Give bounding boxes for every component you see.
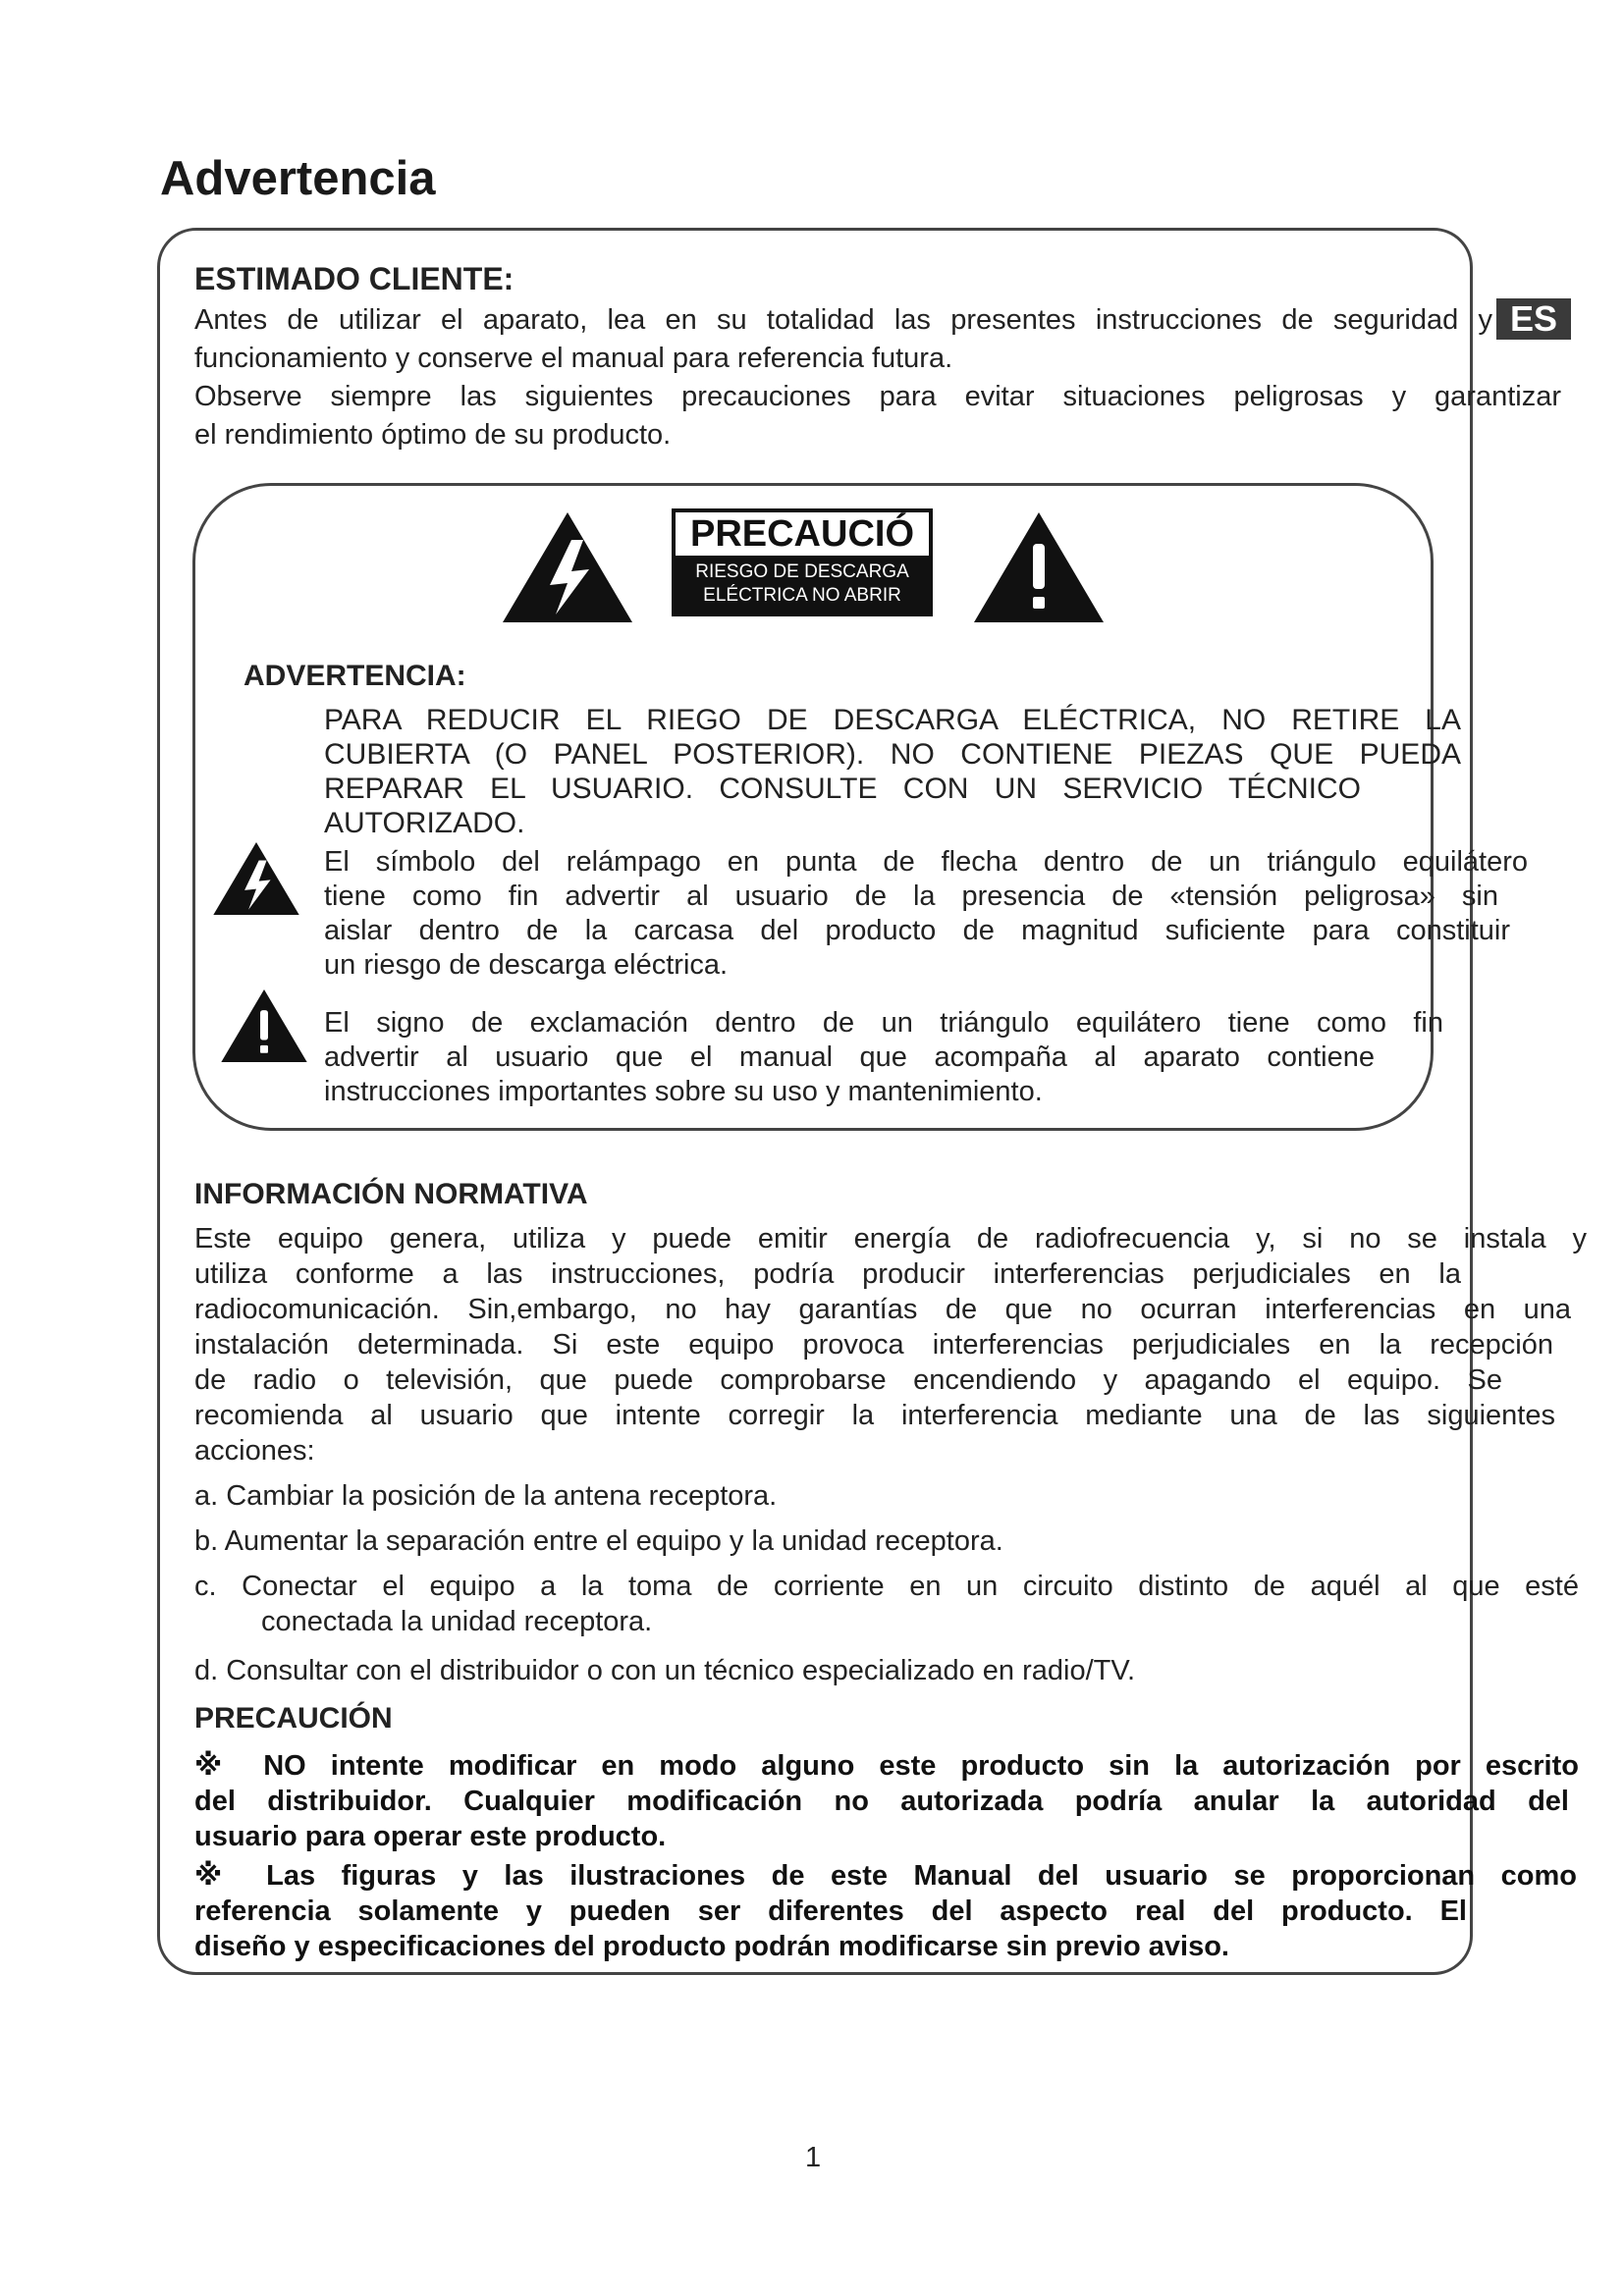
advertencia-caps-line-2: CUBIERTA (O PANEL POSTERIOR). NO CONTIENE PIEZAS QUE PUEDA (324, 738, 1461, 771)
precaucion-heading: PRECAUCIÓN (194, 1702, 393, 1735)
intro-line-2: funcionamiento y conserve el manual para referencia futura. (194, 343, 953, 374)
normativa-item-a: a. Cambiar la posición de la antena receptora. (194, 1480, 778, 1512)
normativa-line-2: utiliza conforme a las instrucciones, podría producir interferencias perjudiciales en la (194, 1258, 1461, 1290)
normativa-line-4: instalación determinada. Si este equipo provoca interferencias perjudiciales en la recepción (194, 1329, 1553, 1361)
precaucion-line-3: usuario para operar este producto. (194, 1821, 667, 1852)
exclamation-text-line-3: instrucciones importantes sobre su uso y mantenimiento. (324, 1076, 1043, 1107)
precaucion-line-2: del distribuidor. Cualquier modificación no autorizada podría anular la autoridad del (194, 1786, 1569, 1817)
exclamation-warning-icon (972, 510, 1106, 624)
normativa-line-5: de radio o televisión, que puede comprobarse encendiendo y apagando el equipo. Se (194, 1364, 1502, 1396)
normativa-line-6: recomienda al usuario que intente corregir la interferencia mediante una de las siguientes (194, 1400, 1555, 1431)
lightning-symbol-icon (212, 840, 300, 917)
lightning-text-line-4: un riesgo de descarga eléctrica. (324, 949, 729, 981)
intro-heading: ESTIMADO CLIENTE: (194, 261, 514, 296)
exclamation-text-line-2: advertir al usuario que el manual que acompaña al aparato contiene (324, 1041, 1375, 1073)
language-badge: ES (1496, 298, 1571, 340)
advertencia-caps-line-1: PARA REDUCIR EL RIEGO DE DESCARGA ELÉCTRICA, NO RETIRE LA (324, 704, 1461, 736)
advertencia-caps-line-3: REPARAR EL USUARIO. CONSULTE CON UN SERVICIO TÉCNICO (324, 773, 1361, 805)
caution-label-line-2: ELÉCTRICA NO ABRIR (703, 585, 901, 606)
caution-label-line-1: RIESGO DE DESCARGA (695, 561, 909, 582)
normativa-line-1: Este equipo genera, utiliza y puede emitir energía de radiofrecuencia y, si no se instala y (194, 1223, 1587, 1255)
lightning-text-line-1: El símbolo del relámpago en punta de flecha dentro de un triángulo equilátero (324, 846, 1528, 878)
intro-line-4: el rendimiento óptimo de su producto. (194, 419, 672, 451)
advertencia-caps-line-4: AUTORIZADO. (324, 807, 525, 839)
lightning-text-line-3: aislar dentro de la carcasa del producto de magnitud suficiente para constituir (324, 915, 1510, 946)
exclamation-symbol-icon (220, 988, 308, 1064)
normativa-line-7: acciones: (194, 1435, 315, 1467)
normativa-item-c: c. Conectar el equipo a la toma de corriente en un circuito distinto de aquél al que esté (194, 1571, 1579, 1602)
caution-label-title: PRECAUCIÓ (676, 512, 929, 556)
intro-line-1: Antes de utilizar el aparato, lea en su totalidad las presentes instrucciones de seguridad y (194, 304, 1492, 336)
normativa-item-d: d. Consultar con el distribuidor o con un técnico especializado en radio/TV. (194, 1655, 1136, 1686)
precaucion-line-5: referencia solamente y pueden ser diferentes del aspecto real del producto. El (194, 1896, 1467, 1927)
lightning-text-line-2: tiene como fin advertir al usuario de la presencia de «tensión peligrosa» sin (324, 881, 1498, 912)
precaucion-line-6: diseño y especificaciones del producto podrán modificarse sin previo aviso. (194, 1931, 1229, 1962)
page-title: Advertencia (160, 152, 436, 205)
normativa-item-c-cont: conectada la unidad receptora. (261, 1606, 653, 1637)
page-number: 1 (805, 2142, 822, 2173)
lightning-warning-icon (501, 510, 634, 624)
normativa-line-3: radiocomunicación. Sin,embargo, no hay garantías de que no ocurran interferencias en una (194, 1294, 1571, 1325)
exclamation-text-line-1: El signo de exclamación dentro de un triángulo equilátero tiene como fin (324, 1007, 1443, 1039)
caution-label (672, 508, 933, 616)
advertencia-heading: ADVERTENCIA: (244, 660, 466, 692)
normativa-item-b: b. Aumentar la separación entre el equipo y la unidad receptora. (194, 1525, 1003, 1557)
intro-line-3: Observe siempre las siguientes precauciones para evitar situaciones peligrosas y garantizar (194, 381, 1561, 412)
precaucion-line-4: ※ Las figuras y las ilustraciones de este Manual del usuario se proporcionan como (194, 1860, 1577, 1892)
normativa-heading: INFORMACIÓN NORMATIVA (194, 1178, 588, 1210)
precaucion-line-1: ※ NO intente modificar en modo alguno este producto sin la autorización por escrito (194, 1750, 1579, 1782)
